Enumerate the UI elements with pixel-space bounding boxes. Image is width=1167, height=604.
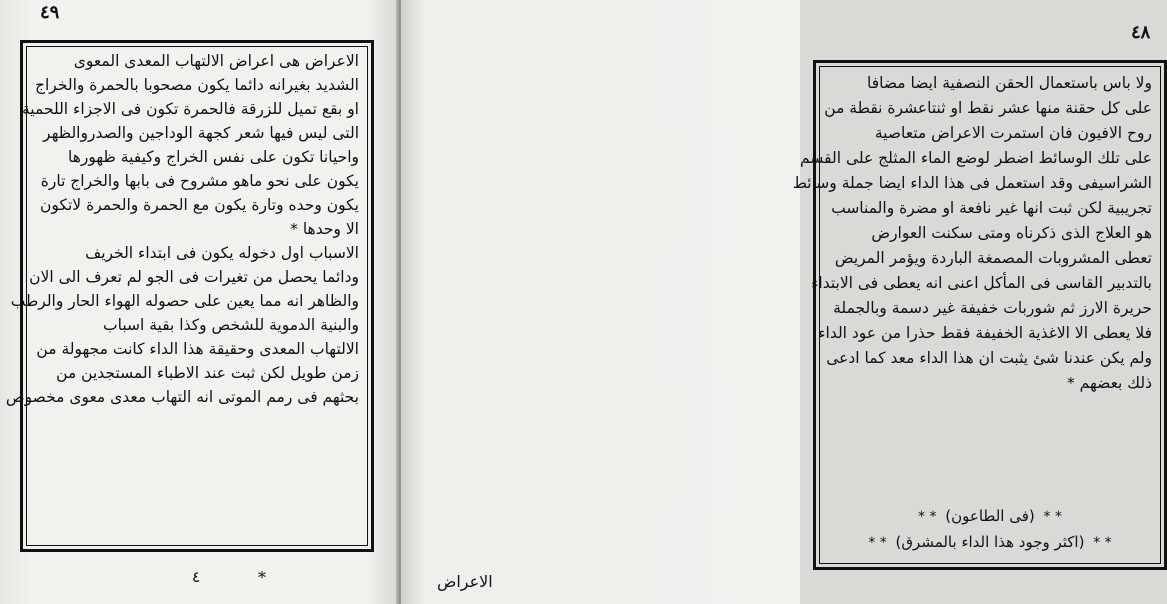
text-line: ولا باس باستعمال الحقن النصفية ايضا مضافا [866, 74, 1152, 92]
left-page-text [5, 49, 359, 409]
text-frame-left [5, 40, 374, 552]
heading-text: (فى الطاعون) [945, 507, 1035, 525]
text-line: يكون على نحو ماهو مشروح فى بابها والخراج تارة [40, 172, 359, 190]
text-line: الا وحدها * [290, 220, 359, 238]
ornament-stars: * * [868, 535, 887, 551]
text-line: تجريبية لكن ثبت انها غير نافعة او مضرة والمناسب [831, 199, 1152, 217]
text-line: واحيانا تكون على نفس الخراج وكيفية ظهورها [68, 148, 359, 166]
ornament-stars: * * [1043, 509, 1062, 525]
section-heading-block [836, 503, 1144, 555]
text-line: الاسباب اول دخوله يكون فى ابتداء الخريف [85, 244, 359, 262]
text-line: روح الافيون فان استمرت الاعراض متعاصية [874, 124, 1152, 142]
left-page [0, 0, 399, 604]
page-number-left: ٤٩ [40, 2, 60, 23]
subheading-text: (اكثر وجود هذا الداء بالمشرق) [895, 533, 1085, 551]
footer-number-left: ٤ [192, 568, 201, 586]
text-line: زمن طويل لكن ثبت عند الاطباء المستجدين من [56, 364, 359, 382]
text-line: على تلك الوسائط اضطر لوضع الماء المثلج على القسم [800, 149, 1152, 167]
section-subheading [836, 529, 1144, 555]
footer-star: * [258, 568, 266, 587]
text-line: بحثهم فى رمم الموتى انه التهاب معدى معوى مخصوص [5, 388, 359, 406]
text-line: بالتدبير القاسى فى المأكل اعنى انه يعطى فى الابتداء [811, 274, 1152, 292]
text-line: الالتهاب المعدى وحقيقة هذا الداء كانت مجهولة من [36, 340, 359, 358]
text-line: الاعراض هى اعراض الالتهاب المعدى المعوى [73, 52, 359, 70]
right-page-text [792, 71, 1152, 396]
text-line: الشديد بغيرانه دائما يكون مصحوبا بالحمرة والخراج [34, 76, 359, 94]
text-line: ودائما يحصل من تغيرات فى الجو لم تعرف الى الان [29, 268, 359, 286]
ornament-stars: * * [1093, 535, 1112, 551]
text-line: والبنية الدموية للشخص وكذا بقية اسباب [103, 316, 359, 334]
text-line: على كل حقنة منها عشر نقط او ثنتاعشرة نقطة من [824, 99, 1152, 117]
text-line: ولم يكن عندنا شئ يثبت ان هذا الداء معد كما ادعى [826, 349, 1152, 367]
text-line: والظاهر انه مما يعين على حصوله الهواء الحار والرطب [10, 292, 359, 310]
text-line: او بقع تميل للزرقة فالحمرة تكون فى الاجزاء اللحمية [22, 100, 359, 118]
text-line: حريرة الارز ثم شوربات خفيفة غير دسمة وبالجملة [833, 299, 1152, 317]
text-line: تعطى المشروبات المصمغة الباردة ويؤمر المريض [834, 249, 1152, 267]
text-line: التى ليس فيها شعر كجهة الوداجين والصدروالظهر [43, 124, 359, 142]
text-frame-right [792, 60, 1167, 570]
right-page [401, 0, 1152, 604]
text-line: هو العلاج الذى ذكرناه ومتى سكنت العوارض [871, 224, 1152, 242]
page-number-right: ٤٨ [1131, 22, 1151, 43]
text-line: يكون وحده وتارة يكون مع الحمرة والحمرة لاتكون [40, 196, 359, 214]
ornament-stars: * * [918, 509, 937, 525]
text-line: فلا يعطى الا الاغذية الخفيفة فقط حذرا من عود الداء [818, 324, 1152, 342]
text-line: ذلك بعضهم * [1067, 374, 1152, 392]
catchword: الاعراض [437, 572, 493, 591]
text-line: الشراسيفى وقد استعمل فى هذا الداء ايضا جملة وسائط [792, 174, 1152, 192]
section-heading [836, 503, 1144, 529]
